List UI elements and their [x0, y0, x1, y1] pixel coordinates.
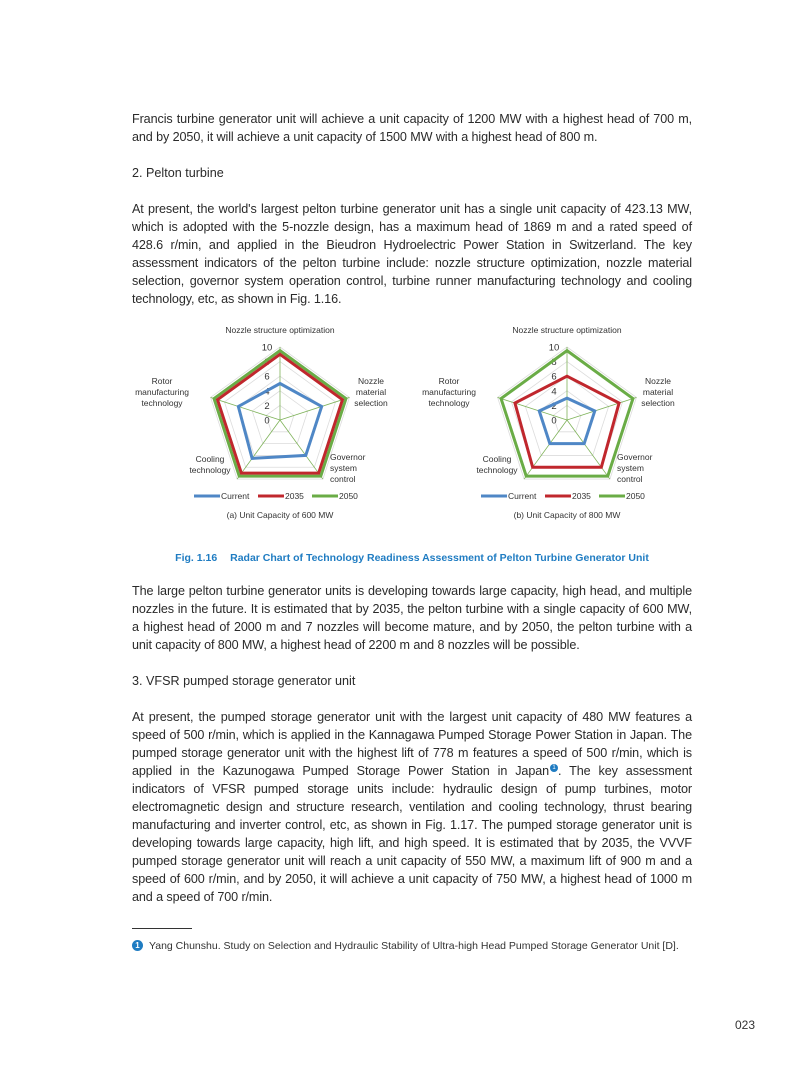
axis-label: material	[642, 387, 674, 397]
vfsr-paragraph-part-a: At present, the pumped storage generator unit with the largest unit capacity of 480 MW features a speed of 500 r/min, which is applied in the Kannagawa Pumped Storage Power Station in Japan. The pumped storage generator unit with the highest lift of 778 m features a speed of 500 r/min, which is applied in the Kazunogawa Pumped Storage Power Station in Japan	[132, 710, 692, 778]
intro-paragraph: Francis turbine generator unit will achieve a unit capacity of 1200 MW with a highest head of 700 m, and by 2050, it will achieve a unit capacity of 1500 MW with a highest head of 800 m.	[132, 112, 692, 144]
tick-label: 8	[264, 357, 270, 369]
figure-1-16	[132, 318, 692, 550]
radar-chart-b-svg	[419, 318, 699, 528]
tick-label: 0	[264, 415, 270, 427]
tick-label: 2	[551, 400, 557, 412]
section-heading-vfsr: 3. VFSR pumped storage generator unit	[132, 674, 356, 688]
vfsr-paragraph	[132, 708, 692, 906]
figure-caption	[132, 552, 692, 564]
legend-label: 2035	[572, 491, 591, 501]
axis-label: Rotor	[151, 376, 173, 386]
pelton-paragraph-1: At present, the world's largest pelton turbine generator unit has a single unit capacity of 423.13 MW, which is adopted with the 5-nozzle design, has a maximum head of 1869 m and a rated speed of 428.6 r/min, and applied in the Bieudron Hydroelectric Power Station in Switzerland. The key assessment indicators of the pelton turbine include: nozzle structure optimization, nozzle material selection, governor system operation control, turbine runner manufacturing technology and cooling technology, etc, as shown in Fig. 1.16.	[132, 202, 692, 306]
chart-subtitle: (a) Unit Capacity of 600 MW	[226, 510, 334, 520]
axis-label: manufacturing	[135, 387, 189, 397]
axis-label: Nozzle structure optimization	[225, 325, 335, 335]
axis-label: Nozzle	[645, 376, 671, 386]
axis-label: Nozzle	[358, 376, 384, 386]
tick-label: 8	[551, 357, 557, 369]
radar-chart-b	[419, 318, 699, 528]
page-content	[132, 110, 692, 955]
axis-label: material	[355, 387, 387, 397]
axis-label: Governor	[330, 452, 366, 462]
axis-label: selection	[641, 398, 675, 408]
tick-label: 6	[551, 371, 557, 383]
radar-chart-a-svg	[132, 318, 412, 528]
axis-label: control	[617, 474, 643, 484]
tick-label: 0	[551, 415, 557, 427]
axis-label: technology	[189, 465, 231, 475]
footnote-reference[interactable]: 1	[550, 764, 558, 772]
axis-label: Governor	[617, 452, 653, 462]
tick-label: 6	[264, 371, 270, 383]
tick-label: 10	[548, 342, 560, 354]
tick-label: 4	[264, 386, 270, 398]
axis-label: technology	[476, 465, 518, 475]
axis-label: Cooling	[195, 454, 225, 464]
axis-label: Nozzle structure optimization	[512, 325, 622, 335]
axis-label: system	[617, 463, 644, 473]
axis-label: manufacturing	[422, 387, 476, 397]
pelton-paragraph-2: The large pelton turbine generator units is developing towards large capacity, high head, and multiple nozzles in the future. It is estimated that by 2035, the pelton turbine with a single capacity of 600 MW, a highest head of 2000 m and 7 nozzles will become mature, and by 2050, the pelton turbine with a unit capacity of 800 MW, a highest head of 2200 m and 8 nozzles will be possible.	[132, 584, 692, 652]
axis-label: Cooling	[482, 454, 512, 464]
vfsr-paragraph-part-b: . The key assessment indicators of VFSR pumped storage units include: hydraulic design of pump turbines, motor electromagnetic design and structure research, ventilation and cooling technology, thrust bearing manufacturing and inverter control, etc, as shown in Fig. 1.17. The pumped storage generator unit is developing towards large capacity, high lift, and high speed. It is estimated that by 2035, the VVVF pumped storage generator unit will reach a unit capacity of 550 MW, a maximum lift of 900 m and a speed of 600 r/min, and by 2050, it will achieve a unit capacity of 750 MW, a highest head of 1000 m and a speed of 700 r/min.	[132, 764, 692, 904]
legend-label: Current	[508, 491, 537, 501]
chart-subtitle: (b) Unit Capacity of 800 MW	[513, 510, 621, 520]
tick-label: 10	[261, 342, 273, 354]
section-heading-pelton: 2. Pelton turbine	[132, 166, 224, 180]
figure-number: Fig. 1.16	[175, 552, 218, 564]
axis-label: Rotor	[438, 376, 460, 386]
footnote-marker-icon: 1	[132, 940, 143, 951]
axis-label: control	[330, 474, 356, 484]
axis-spoke	[280, 420, 323, 479]
footnote-divider	[132, 928, 192, 929]
axis-label: system	[330, 463, 357, 473]
footnote	[132, 937, 692, 955]
legend-label: 2050	[626, 491, 645, 501]
axis-label: technology	[428, 398, 470, 408]
tick-label: 4	[551, 386, 557, 398]
footnote-text: Yang Chunshu. Study on Selection and Hydraulic Stability of Ultra-high Head Pumped Storage Generator Unit [D].	[149, 940, 679, 952]
page-number: 023	[734, 1018, 755, 1032]
axis-label: technology	[141, 398, 183, 408]
legend-label: 2035	[285, 491, 304, 501]
legend-label: 2050	[339, 491, 358, 501]
figure-title: Radar Chart of Technology Readiness Assessment of Pelton Turbine Generator Unit	[230, 552, 649, 564]
radar-chart-a	[132, 318, 412, 528]
legend-label: Current	[221, 491, 250, 501]
tick-label: 2	[264, 400, 270, 412]
axis-label: selection	[354, 398, 388, 408]
